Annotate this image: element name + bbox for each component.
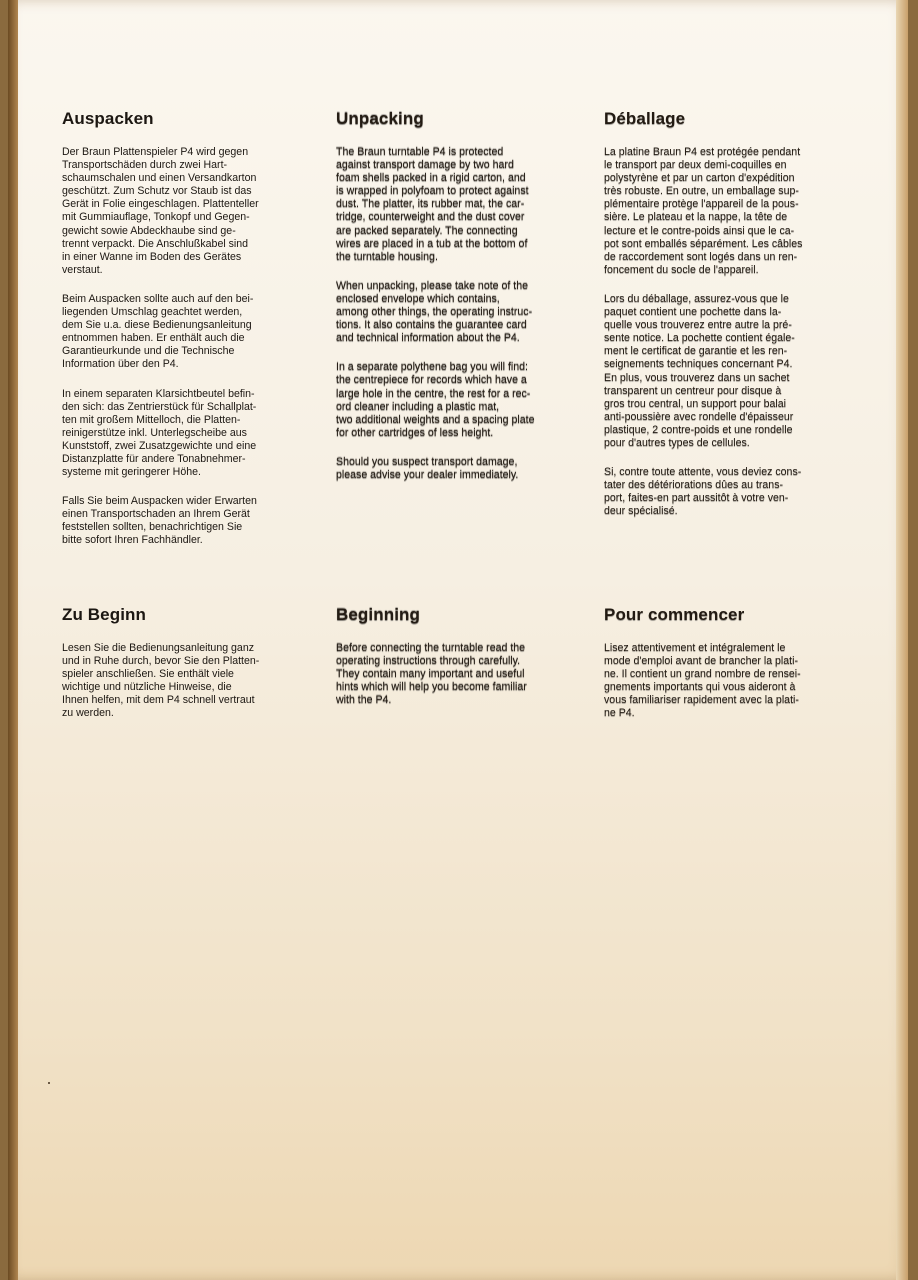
heading-pour-commencer: Pour commencer [604, 605, 745, 624]
paragraph: Before connecting the turntable read the operating instructions through carefully. They contain many important and useful hints which will help you become familiar with the P4. [336, 642, 527, 707]
paragraph: Beim Auspacken sollte auch auf den bei- liegenden Umschlag geachtet werden, dem Sie u.a. diese Bedienungsanleitung entnommen haben. Er enthält auch die Garantieurkunde und die Technische Information über den P4. [62, 292, 254, 371]
heading-beginning: Beginning [336, 605, 420, 624]
section-auspacken [62, 108, 312, 564]
paragraph: Lesen Sie die Bedienungsanleitung ganz und in Ruhe durch, bevor Sie den Platten- spieler anschließen. Sie enthält viele wichtige und nützliche Hinweise, die Ihnen helfen, mit dem P4 schnell vertraut zu werden. [62, 642, 260, 720]
section-pour-commencer [604, 604, 854, 737]
paragraph: Der Braun Plattenspieler P4 wird gegen Transportschäden durch zwei Hart- schaumschalen und einen Versandkarton geschützt. Zum Schutz vor Staub ist das Gerät in Folie eingeschlagen. Plattenteller mit Gummiauflage, Tonkopf und Gegen- gewicht sowie Abdeckhaube sind ge- trennt verpackt. Die Anschlußkabel sind in einer Wanne im Boden des Gerätes verstaut. [62, 146, 259, 276]
paragraph: Should you suspect transport damage, please advise your dealer immediately. [336, 455, 519, 481]
paragraph: Falls Sie beim Auspacken wider Erwarten einen Transportschaden an Ihrem Gerät feststellen sollten, benachrichtigen Sie bitte sofort Ihren Fachhändler. [62, 495, 257, 547]
paragraph: Lisez attentivement et intégralement le mode d'emploi avant de brancher la plati- ne. Il contient un grand nombre de rensei- gnements importants qui vous aideront à vous familiariser rapidement avec la plati- ne P4. [604, 642, 801, 720]
binding-spine [8, 0, 18, 1280]
heading-zu-beginn: Zu Beginn [62, 605, 146, 624]
paragraph: Si, contre toute attente, vous deviez cons- tater des détériorations dûes au trans- port, faites-en part aussitôt à votre ven- deur spécialisé. [604, 466, 802, 518]
page-edge [896, 0, 908, 1280]
section-deballage [604, 108, 854, 534]
section-zu-beginn [62, 604, 312, 737]
section-beginning [336, 604, 584, 723]
manual-page [8, 0, 908, 1280]
paragraph: The Braun turntable P4 is protected against transport damage by two hard foam shells packed in a rigid carton, and is wrapped in polyfoam to protect against dust. The platter, its rubber mat, the car- tridge, counterweight and the dust cover are packed separately. The connecting wires are placed in a tub at the bottom of the turntable housing. [336, 146, 529, 263]
paragraph: Lors du déballage, assurez-vous que le paquet contient une pochette dans la- quelle vous trouverez entre autre la pré- sente notice. La pochette contient égale- ment le certificat de garantie et les ren- seignements techniques concernant P4. En plus, vous trouverez dans un sachet transparent un centreur pour disque à gros trou central, un support pour balai anti-poussière avec rondelle d'épaisseur plastique, 2 contre-poids et une rondelle pour d'autres types de cellules. [604, 292, 795, 449]
paragraph: La platine Braun P4 est protégée pendant le transport par deux demi-coquilles en polystyrène et par un carton d'expédition très robuste. En outre, un emballage sup- plémentaire protège l'appareil de la pous- sière. Le plateau et la nappe, la tête de lecture et le contre-poids ainsi que le ca- pot sont emballés séparément. Les câbles de raccordement sont logés dans un ren- foncement du socle de l'appareil. [604, 146, 803, 276]
paragraph: When unpacking, please take note of the enclosed envelope which contains, among other things, the operating instruc- tions. It also contains the guarantee card and technical information about the P4. [336, 279, 533, 345]
print-speck [48, 1082, 50, 1084]
heading-auspacken: Auspacken [62, 109, 154, 128]
section-unpacking [336, 108, 584, 498]
heading-unpacking: Unpacking [336, 109, 424, 128]
paragraph: In einem separaten Klarsichtbeutel befin- den sich: das Zentrierstück für Schallplat- ten mit großem Mittelloch, die Platten- reinigerstütze inkl. Unterlegscheibe aus Kunststoff, zwei Zusatzgewichte und eine Distanzplatte für andere Tonabnehmer- systeme mit geringerer Höhe. [62, 387, 257, 479]
heading-deballage: Déballage [604, 109, 686, 128]
paragraph: In a separate polythene bag you will find: the centrepiece for records which have a large hole in the centre, the rest for a rec- ord cleaner including a plastic mat, two additional weights and a spacing plate for other cartridges of less height. [336, 361, 535, 439]
